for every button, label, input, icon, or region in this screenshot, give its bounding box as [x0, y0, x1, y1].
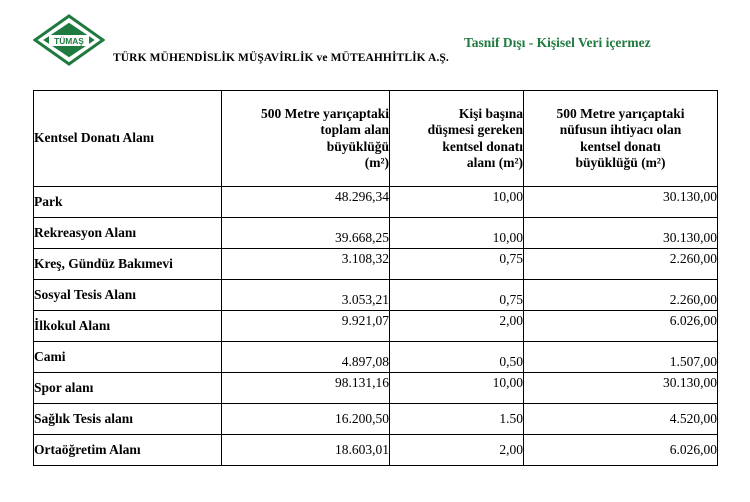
cell-per-person [390, 342, 524, 373]
header-line: alanı (m²) [466, 154, 523, 170]
cell-total-area [222, 311, 390, 342]
header-line: büyüklüğü [326, 138, 389, 154]
document-header [0, 0, 750, 82]
cell-required-area-value: 30.130,00 [663, 189, 717, 204]
cell-total-area-value: 39.668,25 [335, 230, 389, 245]
svg-text:TÜMAŞ: TÜMAŞ [54, 35, 84, 46]
cell-total-area-value: 3.053,21 [341, 292, 389, 307]
cell-total-area [222, 373, 390, 404]
cell-total-area [222, 280, 390, 311]
table-row [34, 404, 718, 435]
cell-amenity-name: İlkokul Alanı [34, 311, 222, 342]
cell-per-person-value: 1.50 [499, 411, 523, 426]
table-body [34, 187, 718, 466]
cell-required-area [524, 404, 718, 435]
header-line: 500 Metre yarıçaptaki [556, 105, 685, 121]
classification-label: Tasnif Dışı - Kişisel Veri içermez [464, 35, 651, 50]
cell-required-area-value: 30.130,00 [663, 230, 717, 245]
cell-per-person-value: 0,75 [499, 251, 523, 266]
cell-amenity-name: Sosyal Tesis Alanı [34, 280, 222, 311]
cell-total-area [222, 187, 390, 218]
cell-amenity-name: Sağlık Tesis alanı [34, 404, 222, 435]
cell-per-person-value: 10,00 [492, 189, 523, 204]
table-row [34, 311, 718, 342]
table-row [34, 280, 718, 311]
cell-total-area-value: 3.108,32 [341, 251, 389, 266]
cell-amenity-name: Spor alanı [34, 373, 222, 404]
cell-per-person [390, 218, 524, 249]
cell-per-person-value: 2,00 [499, 313, 523, 328]
column-header-required-area [524, 91, 718, 187]
cell-per-person [390, 280, 524, 311]
cell-total-area [222, 342, 390, 373]
cell-total-area [222, 218, 390, 249]
cell-required-area-value: 2.260,00 [669, 292, 717, 307]
cell-per-person-value: 2,00 [499, 442, 523, 457]
tumas-logo-mark [33, 14, 105, 66]
cell-amenity-name: Kreş, Gündüz Bakımevi [34, 249, 222, 280]
header-line: (m²) [364, 154, 389, 170]
cell-required-area [524, 249, 718, 280]
cell-per-person [390, 311, 524, 342]
column-header-total-area [222, 91, 390, 187]
cell-amenity-name: Ortaöğretim Alanı [34, 435, 222, 466]
tumas-logo [33, 14, 105, 66]
column-header-per-person [390, 91, 524, 187]
cell-total-area [222, 435, 390, 466]
cell-per-person [390, 435, 524, 466]
cell-total-area-value: 18.603,01 [335, 442, 389, 457]
cell-required-area-value: 30.130,00 [663, 375, 717, 390]
cell-total-area-value: 98.131,16 [335, 375, 389, 390]
cell-total-area-value: 16.200,50 [335, 411, 389, 426]
cell-per-person-value: 0,50 [499, 354, 523, 369]
cell-total-area-value: 4.897,08 [341, 354, 389, 369]
header-line: kentsel donatı [442, 138, 523, 154]
table-row [34, 218, 718, 249]
cell-required-area-value: 6.026,00 [669, 442, 717, 457]
cell-per-person [390, 404, 524, 435]
table-container [33, 90, 717, 466]
cell-required-area [524, 218, 718, 249]
cell-required-area [524, 187, 718, 218]
cell-amenity-name: Rekreasyon Alanı [34, 218, 222, 249]
header-line: kentsel donatı [580, 138, 661, 154]
cell-total-area [222, 404, 390, 435]
table-row [34, 435, 718, 466]
cell-per-person-value: 10,00 [492, 230, 523, 245]
cell-required-area-value: 6.026,00 [669, 313, 717, 328]
cell-per-person [390, 373, 524, 404]
header-line: 500 Metre yarıçaptaki [261, 105, 389, 121]
cell-total-area-value: 48.296,34 [335, 189, 389, 204]
header-line: nüfusun ihtiyacı olan [559, 122, 682, 138]
cell-per-person [390, 249, 524, 280]
cell-amenity-name: Park [34, 187, 222, 218]
table-row [34, 249, 718, 280]
header-line: Kişi başına [458, 105, 523, 121]
cell-per-person-value: 0,75 [499, 292, 523, 307]
urban-amenity-table [33, 90, 718, 466]
header-line: toplam alan [320, 122, 389, 138]
header-line: büyüklüğü (m²) [575, 154, 666, 170]
column-header-name: Kentsel Donatı Alanı [34, 91, 222, 187]
cell-required-area [524, 311, 718, 342]
cell-required-area-value: 1.507,00 [669, 354, 717, 369]
table-header-row [34, 91, 718, 187]
cell-per-person [390, 187, 524, 218]
cell-total-area [222, 249, 390, 280]
table-row [34, 187, 718, 218]
cell-required-area-value: 2.260,00 [669, 251, 717, 266]
cell-required-area [524, 373, 718, 404]
cell-required-area [524, 435, 718, 466]
cell-amenity-name: Cami [34, 342, 222, 373]
cell-required-area [524, 280, 718, 311]
cell-required-area [524, 342, 718, 373]
cell-per-person-value: 10,00 [492, 375, 523, 390]
cell-required-area-value: 4.520,00 [669, 411, 717, 426]
company-name: TÜRK MÜHENDİSLİK MÜŞAVİRLİK ve MÜTEAHHİTLİK A.Ş. [113, 52, 449, 64]
table-row [34, 342, 718, 373]
header-line: düşmesi gereken [427, 122, 523, 138]
table-row [34, 373, 718, 404]
cell-total-area-value: 9.921,07 [341, 313, 389, 328]
